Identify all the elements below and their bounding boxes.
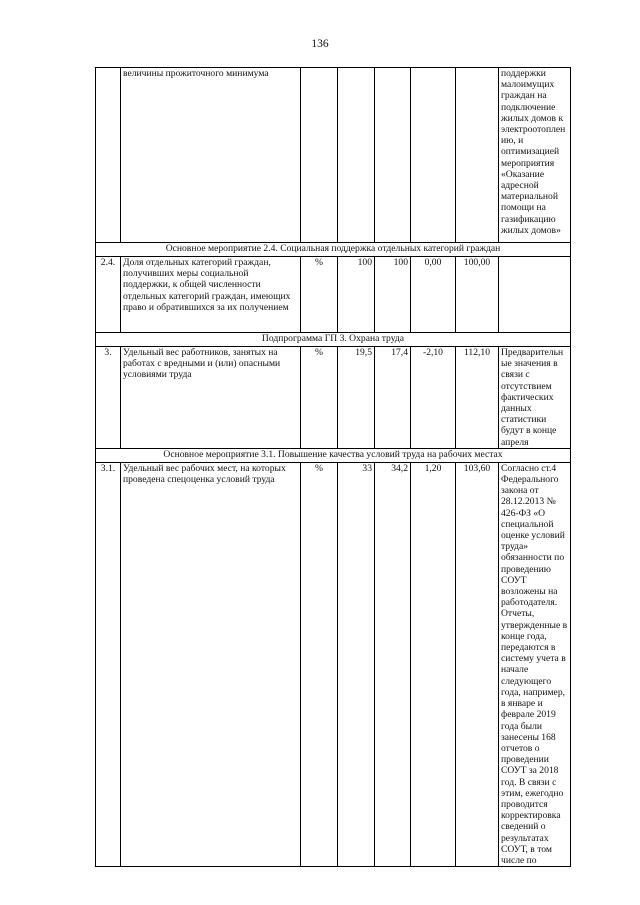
row-num: 3. <box>96 347 121 449</box>
unit-cell: % <box>301 462 338 866</box>
fact-value: 17,4 <box>375 347 411 449</box>
unit-cell <box>301 68 338 243</box>
indicator-name: Удельный вес рабочих мест, на которых проведена спецоценка условий труда <box>121 462 301 866</box>
deviation-value: 1,20 <box>411 462 456 866</box>
indicator-name: Удельный вес работников, занятых на работах с вредными и (или) опасными условиями труда <box>121 347 301 449</box>
indicator-name: Доля отдельных категорий граждан, получивших меры социальной поддержки, к общей численности отдельных категорий граждан, имеющих право и обратившихся за их получением <box>121 257 301 333</box>
section-heading: Основное мероприятие 3.1. Повышение качества условий труда на рабочих местах <box>96 448 571 462</box>
plan-value <box>338 68 375 243</box>
plan-value: 19,5 <box>338 347 375 449</box>
section-row <box>96 333 571 347</box>
table-row <box>96 462 571 866</box>
row-num: 2.4. <box>96 257 121 333</box>
percent-value: 103,60 <box>456 462 499 866</box>
table-row <box>96 257 571 333</box>
plan-value: 100 <box>338 257 375 333</box>
fact-value <box>375 68 411 243</box>
fact-value: 100 <box>375 257 411 333</box>
note-cell: Согласно ст.4 Федерального закона от 28.12.2013 № 426-ФЗ «О специальной оценке условий труда» обязанности по проведению СОУТ возложены на работодателя. Отчеты, утвержденные в конце года, передаются в систему учета в начале следующего года, например, в январе и феврале 2019 года были занесены 168 отчетов о проведении СОУТ за 2018 год. В связи с этим, ежегодно проводится корректировка сведений о результатах СОУТ, в том числе по <box>499 462 571 866</box>
deviation-value: 0,00 <box>411 257 456 333</box>
row-num <box>96 68 121 243</box>
fact-value: 34,2 <box>375 462 411 866</box>
row-num: 3.1. <box>96 462 121 866</box>
section-heading: Основное мероприятие 2.4. Социальная поддержка отдельных категорий граждан <box>96 243 571 257</box>
note-cell <box>499 257 571 333</box>
note-cell: Предварительные значения в связи с отсутствием фактических данных статистики будут в конце апреля <box>499 347 571 449</box>
deviation-value <box>411 68 456 243</box>
section-row <box>96 448 571 462</box>
indicators-table <box>95 67 571 867</box>
section-heading: Подпрограмма ГП 3. Охрана труда <box>96 333 571 347</box>
percent-value <box>456 68 499 243</box>
unit-cell: % <box>301 347 338 449</box>
indicator-name: величины прожиточного минимума <box>121 68 301 243</box>
page-number: 136 <box>311 38 329 50</box>
unit-cell: % <box>301 257 338 333</box>
deviation-value: -2,10 <box>411 347 456 449</box>
plan-value: 33 <box>338 462 375 866</box>
table-row <box>96 347 571 449</box>
percent-value: 112,10 <box>456 347 499 449</box>
note-cell: поддержки малоимущих граждан на подключение жилых домов к электроотоплению, и оптимизацией мероприятия «Оказание адресной материальной помощи на газификацию жилых домов» <box>499 68 571 243</box>
table-row <box>96 68 571 243</box>
percent-value: 100,00 <box>456 257 499 333</box>
section-row <box>96 243 571 257</box>
